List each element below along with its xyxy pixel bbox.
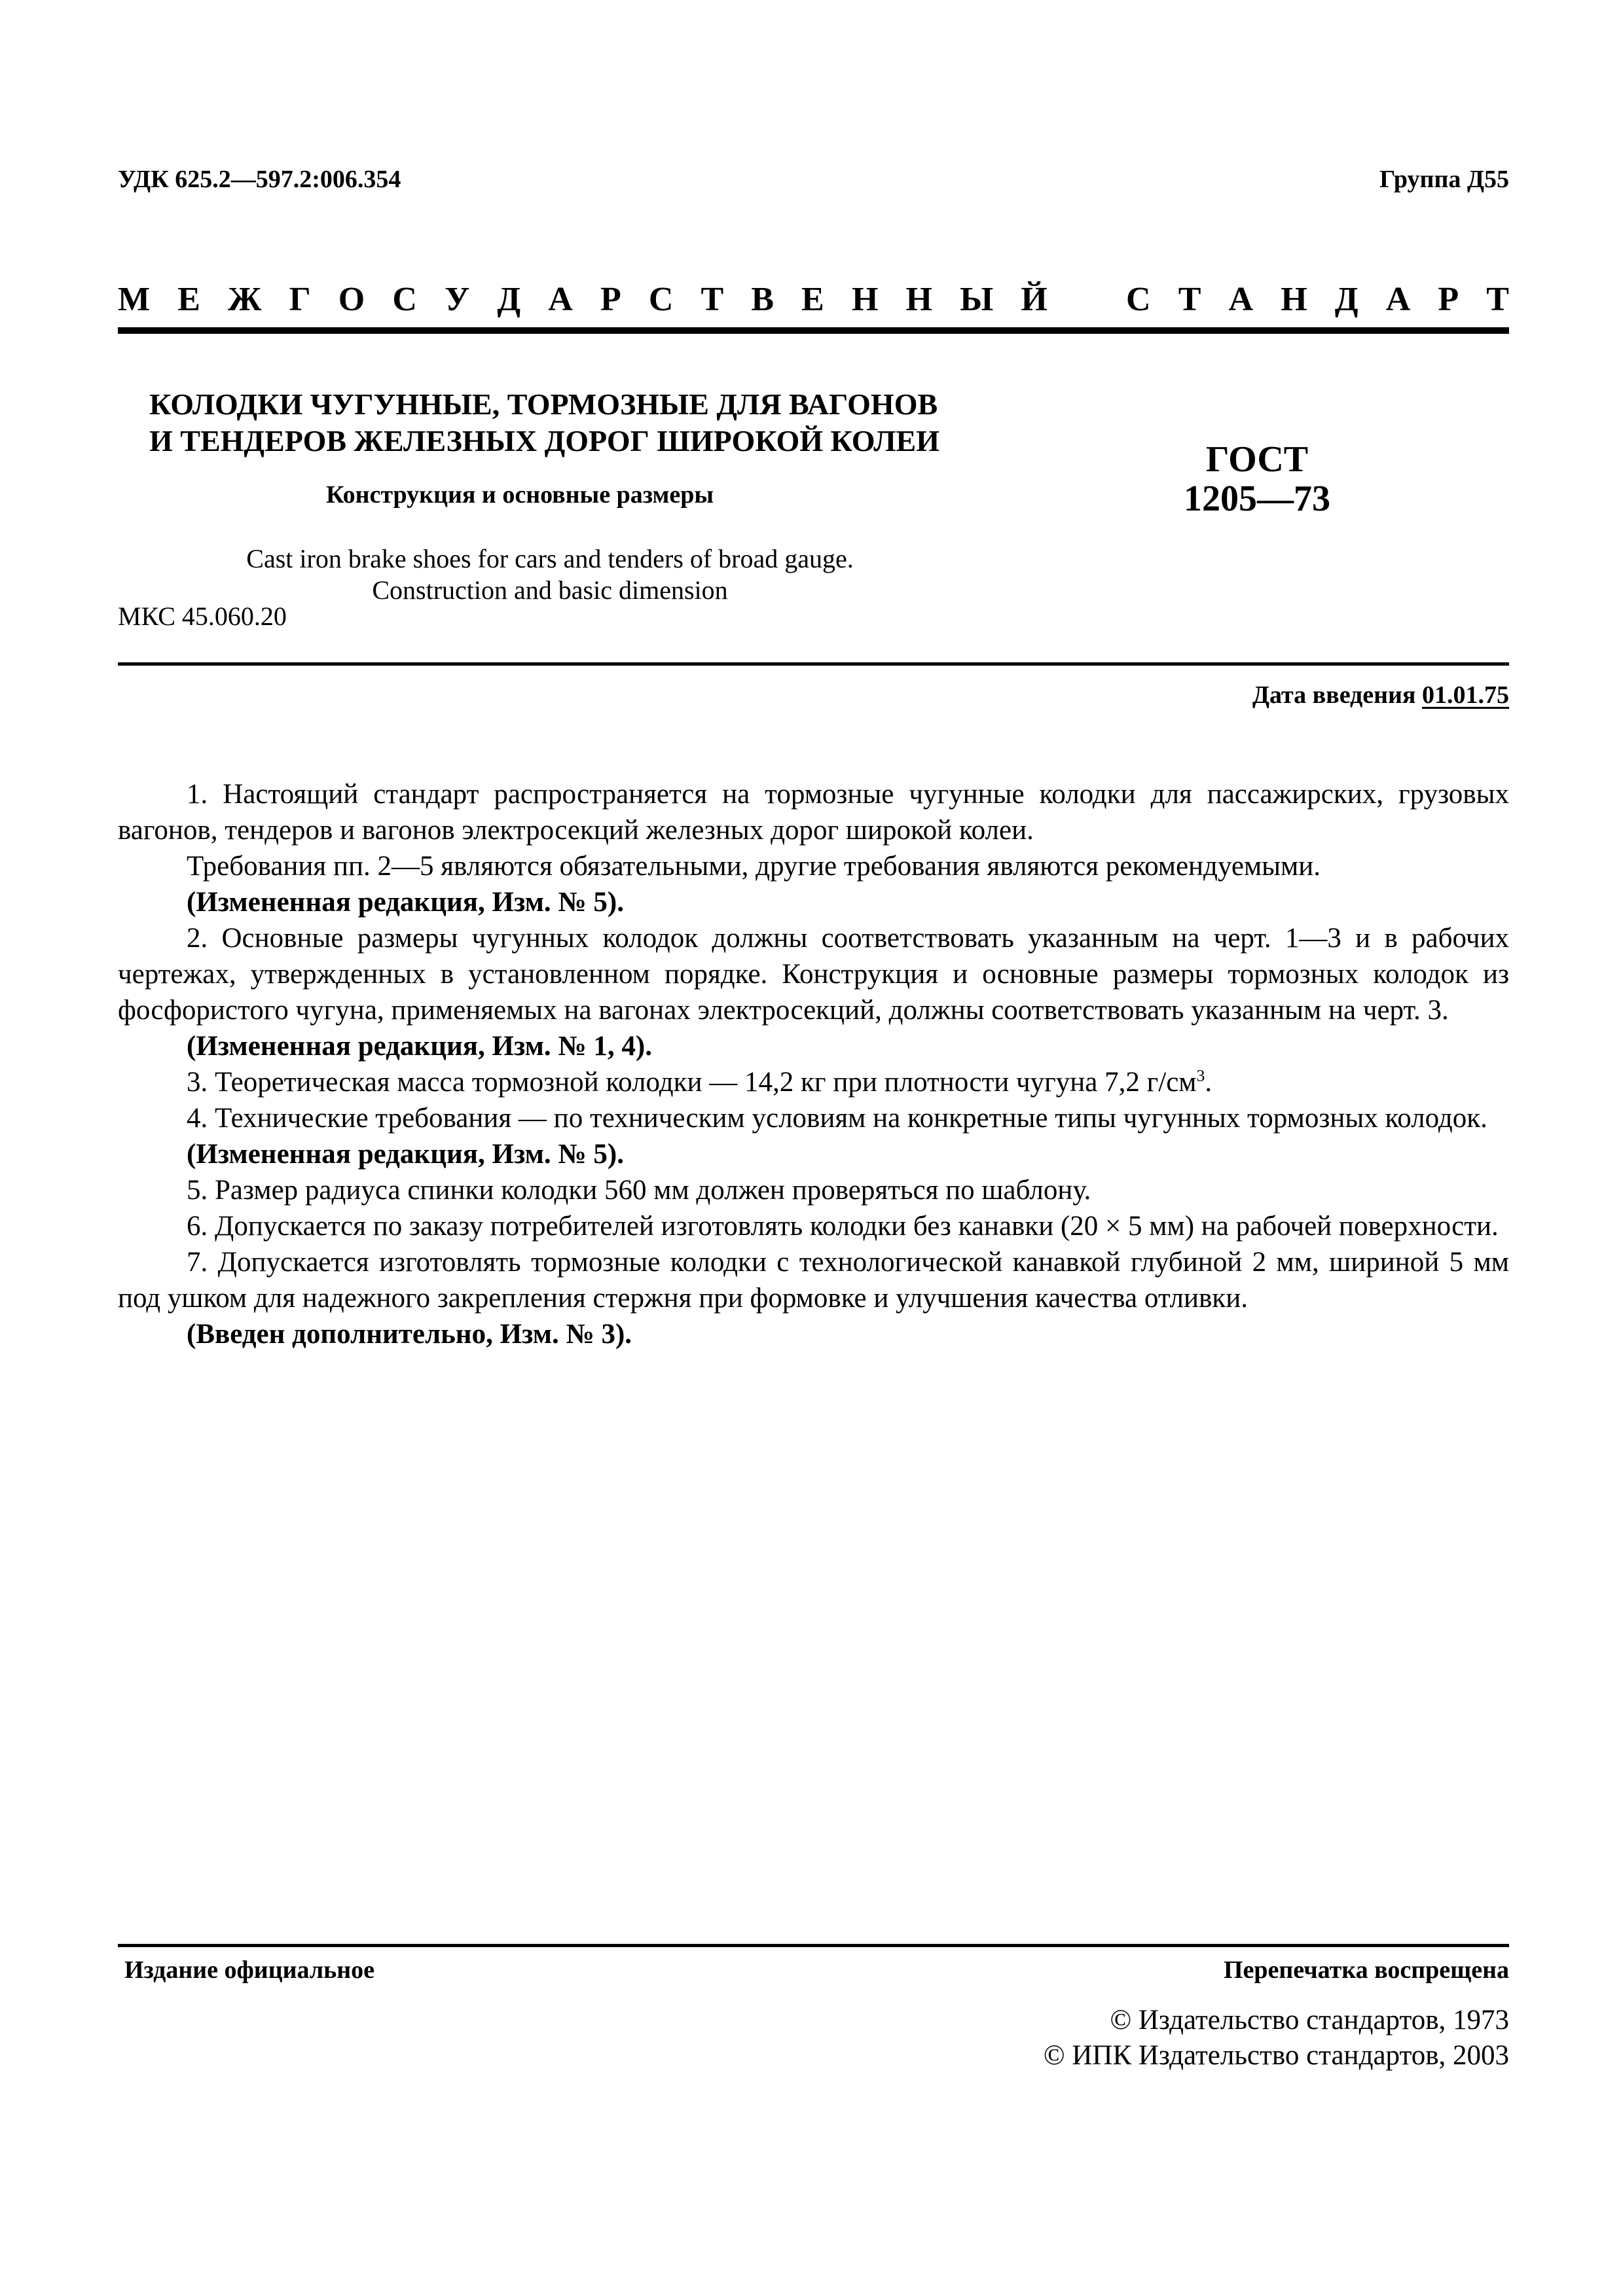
clause-4: 4. Технические требования — по техническим условиям на конкретные типы чугунных тормозных колодок. [187, 1103, 1487, 1134]
banner-letter: В [751, 281, 775, 318]
clause-5: 5. Размер радиуса спинки колодки 560 мм должен проверяться по шаблону. [187, 1175, 1091, 1206]
english-title-line-1: Cast iron brake shoes for cars and tenders of broad gauge. [246, 544, 854, 573]
banner-letter: Д [497, 281, 521, 318]
gost-number: 1205—73 [1184, 478, 1330, 519]
banner-letter: С [648, 281, 674, 318]
banner-letter: У [445, 281, 470, 318]
banner-letter: Р [1438, 281, 1459, 318]
banner-letter: М [118, 281, 151, 318]
banner-letter: С [392, 281, 417, 318]
banner-letter: Е [801, 281, 824, 318]
gost-label: ГОСТ [1205, 439, 1309, 480]
amendment-note: (Измененная редакция, Изм. № 5). [187, 887, 624, 918]
banner-letter: С [1126, 281, 1151, 318]
banner-letter: А [548, 281, 573, 318]
banner-letter: О [338, 281, 365, 318]
amendment-note: (Измененная редакция, Изм. № 5). [187, 1139, 624, 1170]
banner-letter: Е [177, 281, 200, 318]
group-code: Группа Д55 [1379, 166, 1509, 193]
english-title [210, 543, 890, 606]
copyright-block [1044, 2003, 1509, 2073]
clause-7: 7. Допускается изготовлять тормозные колодки с технологической канавкой глубиной 2 мм, шириной 5 мм под ушком для надежного закрепления стержня при формовке и улучшения качества отливки. [118, 1247, 1509, 1314]
clause-3 [118, 1064, 1509, 1100]
header-divider-thick [118, 327, 1509, 334]
interstate-standard-banner [118, 280, 1509, 319]
title-divider [118, 662, 1509, 666]
banner-letter: Р [600, 281, 621, 318]
english-title-line-2: Construction and basic dimension [372, 575, 728, 605]
clause-1: 1. Настоящий стандарт распространяется на тормозные чугунные колодки для пассажирских, грузовых вагонов, тендеров и вагонов электросекций железных дорог широкой колеи. [118, 779, 1509, 846]
document-subtitle: Конструкция и основные размеры [326, 481, 714, 509]
title-line-2: И ТЕНДЕРОВ ЖЕЛЕЗНЫХ ДОРОГ ШИРОКОЙ КОЛЕИ [149, 424, 939, 457]
banner-letter: Й [1021, 281, 1048, 318]
banner-letter: Ы [960, 281, 994, 318]
banner-letter: Н [1281, 281, 1307, 318]
banner-letter: Т [701, 281, 724, 318]
superscript-3: 3 [1196, 1066, 1205, 1085]
banner-letter: Н [851, 281, 879, 318]
clause-2: 2. Основные размеры чугунных колодок должны соответствовать указанным на черт. 1—3 и в рабочих чертежах, утвержденных в установленном порядке. Конструкция и основные размеры тормозных колодок из фосфористого чугуна, применяемых на вагонах электросекций, должны соответствовать указанным на черт. 3. [118, 923, 1509, 1026]
clause-3-end: . [1205, 1067, 1213, 1098]
amendment-note: (Измененная редакция, Изм. № 1, 4). [187, 1031, 652, 1062]
udk-code: УДК 625.2—597.2:006.354 [118, 166, 401, 193]
amendment-note: (Введен дополнительно, Изм. № 3). [187, 1319, 632, 1350]
mks-code: МКС 45.060.20 [118, 601, 287, 631]
banner-letter: А [1228, 281, 1254, 318]
banner-letter: Н [905, 281, 932, 318]
title-line-1: КОЛОДКИ ЧУГУННЫЕ, ТОРМОЗНЫЕ ДЛЯ ВАГОНОВ [149, 387, 938, 421]
copyright-line-1: © Издательство стандартов, 1973 [1110, 2005, 1509, 2036]
clause-3-text: 3. Теоретическая масса тормозной колодки — 14,2 кг при плотности чугуна 7,2 г/см [187, 1067, 1197, 1098]
banner-letter: Д [1334, 281, 1359, 318]
introduction-date-label: Дата введения [1252, 681, 1422, 709]
banner-letter: Т [1486, 281, 1509, 318]
official-edition-label: Издание официальное [124, 1956, 375, 1984]
gost-designation [1074, 440, 1440, 518]
introduction-date-value: 01.01.75 [1422, 681, 1509, 709]
introduction-date [1252, 681, 1509, 709]
banner-letter: Ж [228, 281, 262, 318]
reprint-prohibited-label: Перепечатка воспрещена [1223, 1956, 1509, 1984]
document-title [149, 386, 939, 459]
clause-6: 6. Допускается по заказу потребителей изготовлять колодки без канавки (20 × 5 мм) на рабочей поверхности. [187, 1211, 1499, 1242]
footer-divider [118, 1944, 1509, 1947]
document-body [118, 776, 1509, 1352]
banner-letter: Г [289, 281, 311, 318]
banner-word-gap [1075, 280, 1099, 319]
copyright-line-2: © ИПК Издательство стандартов, 2003 [1043, 2040, 1509, 2071]
banner-letter: А [1385, 281, 1411, 318]
banner-letter: Т [1178, 281, 1201, 318]
clause-1-requirements: Требования пп. 2—5 являются обязательными, другие требования являются рекомендуемыми. [187, 851, 1321, 882]
